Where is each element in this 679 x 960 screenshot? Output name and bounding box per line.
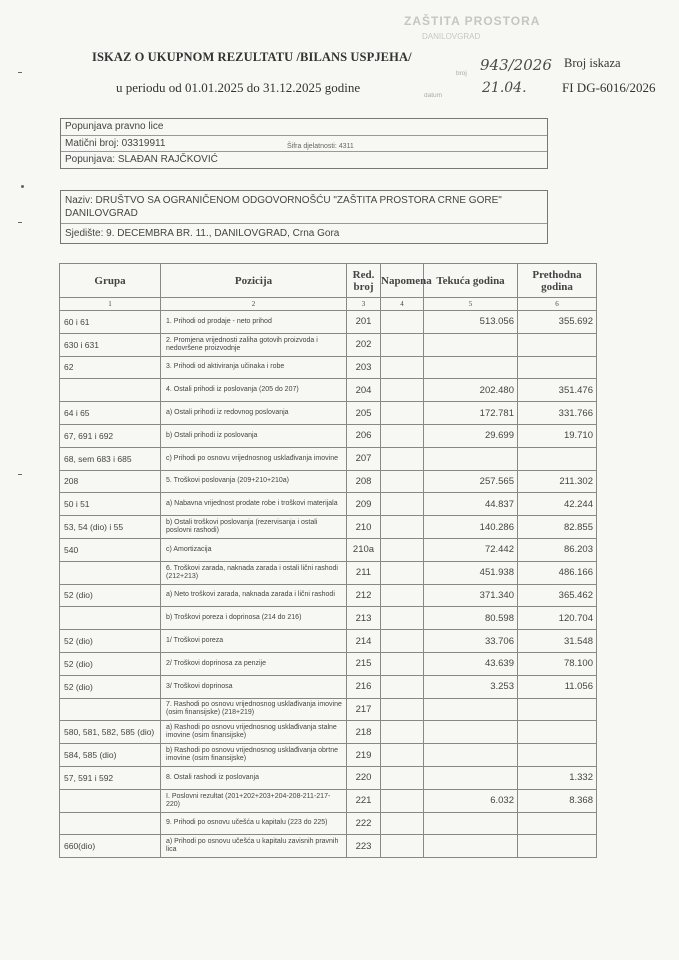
grupa-cell bbox=[60, 812, 161, 835]
table-row bbox=[60, 470, 597, 493]
napomena-cell bbox=[381, 630, 424, 653]
prethodna-cell: 31.548 bbox=[518, 630, 597, 653]
prethodna-cell: 120.704 bbox=[518, 607, 597, 630]
grupa-cell: 60 i 61 bbox=[60, 311, 161, 334]
napomena-cell bbox=[381, 789, 424, 812]
tekuca-cell: 44.837 bbox=[424, 493, 518, 516]
grupa-cell: 540 bbox=[60, 538, 161, 561]
prethodna-cell: 82.855 bbox=[518, 516, 597, 539]
pozicija-cell: I. Poslovni rezultat (201+202+203+204-208-211-217-220) bbox=[161, 789, 347, 812]
red-broj-cell: 215 bbox=[347, 652, 381, 675]
pozicija-cell: a) Neto troškovi zarada, naknada zarada i lični rashodi bbox=[161, 584, 347, 607]
maticni-row bbox=[61, 136, 547, 152]
prethodna-cell: 86.203 bbox=[518, 538, 597, 561]
document-title: ISKAZ O UKUPNOM REZULTATU /BILANS USPJEHA/ bbox=[92, 50, 412, 64]
header-tekuca: Tekuća godina bbox=[424, 264, 518, 298]
grupa-cell: 64 i 65 bbox=[60, 402, 161, 425]
prethodna-cell: 42.244 bbox=[518, 493, 597, 516]
stamp-line-1: ZAŠTITA PROSTORA bbox=[404, 14, 541, 28]
pozicija-cell: b) Troškovi poreza i doprinosa (214 do 216) bbox=[161, 607, 347, 630]
pozicija-cell: b) Ostali troškovi poslovanja (rezervisanja i ostali poslovni rashodi) bbox=[161, 516, 347, 539]
napomena-cell bbox=[381, 538, 424, 561]
red-broj-cell: 210 bbox=[347, 516, 381, 539]
pozicija-cell: b) Rashodi po osnovu vrijednosnog usklađivanja obrtne imovine (osim finansijske) bbox=[161, 744, 347, 767]
table-row bbox=[60, 538, 597, 561]
red-broj-cell: 203 bbox=[347, 356, 381, 379]
napomena-cell bbox=[381, 812, 424, 835]
grupa-cell: 68, sem 683 i 685 bbox=[60, 447, 161, 470]
prethodna-cell bbox=[518, 835, 597, 858]
table-row bbox=[60, 333, 597, 356]
table-row bbox=[60, 561, 597, 584]
tekuca-cell bbox=[424, 835, 518, 858]
tekuca-cell bbox=[424, 698, 518, 721]
napomena-cell bbox=[381, 470, 424, 493]
handwritten-datum: 21.04. bbox=[482, 80, 527, 96]
pozicija-cell: 8. Ostali rashodi iz poslovanja bbox=[161, 766, 347, 789]
prethodna-cell: 11.056 bbox=[518, 675, 597, 698]
red-broj-cell: 206 bbox=[347, 424, 381, 447]
pozicija-cell: a) Rashodi po osnovu vrijednosnog usklađivanja stalne imovine (osim finansijske) bbox=[161, 721, 347, 744]
red-broj-cell: 209 bbox=[347, 493, 381, 516]
header-prethodna: Prethodna godina bbox=[518, 264, 597, 298]
napomena-cell bbox=[381, 652, 424, 675]
tekuca-cell: 29.699 bbox=[424, 424, 518, 447]
prethodna-cell: 78.100 bbox=[518, 652, 597, 675]
pozicija-cell: 5. Troškovi poslovanja (209+210+210a) bbox=[161, 470, 347, 493]
margin-mark bbox=[18, 474, 22, 475]
pozicija-cell: 9. Prihodi po osnovu učešća u kapitalu (223 do 225) bbox=[161, 812, 347, 835]
margin-mark bbox=[18, 72, 22, 73]
tekuca-cell bbox=[424, 721, 518, 744]
red-broj-cell: 207 bbox=[347, 447, 381, 470]
napomena-cell bbox=[381, 744, 424, 767]
company-box bbox=[60, 190, 548, 244]
tekuca-cell: 33.706 bbox=[424, 630, 518, 653]
popunjava-osoba-row: Popunjava: SLAĐAN RAJČKOVIĆ bbox=[65, 154, 218, 165]
tekuca-cell: 6.032 bbox=[424, 789, 518, 812]
tekuca-cell bbox=[424, 447, 518, 470]
red-broj-cell: 211 bbox=[347, 561, 381, 584]
red-broj-cell: 202 bbox=[347, 333, 381, 356]
red-broj-cell: 210a bbox=[347, 538, 381, 561]
table-body bbox=[60, 311, 597, 858]
column-number-row bbox=[60, 298, 597, 311]
table-row bbox=[60, 721, 597, 744]
table-row bbox=[60, 584, 597, 607]
grupa-cell: 52 (dio) bbox=[60, 675, 161, 698]
napomena-cell bbox=[381, 835, 424, 858]
margin-mark bbox=[18, 222, 22, 223]
tekuca-cell: 140.286 bbox=[424, 516, 518, 539]
table-row bbox=[60, 789, 597, 812]
pozicija-cell: 1. Prihodi od prodaje - neto prihod bbox=[161, 311, 347, 334]
tekuca-cell: 202.480 bbox=[424, 379, 518, 402]
fi-code: FI DG-6016/2026 bbox=[562, 80, 656, 95]
pozicija-cell: b) Ostali prihodi iz poslovanja bbox=[161, 424, 347, 447]
company-sjediste: Sjedište: 9. DECEMBRA BR. 11., DANILOVGRAD, Crna Gora bbox=[65, 228, 340, 239]
tekuca-cell bbox=[424, 744, 518, 767]
table-row bbox=[60, 356, 597, 379]
pozicija-cell: c) Prihodi po osnovu vrijednosnog usklađivanja imovine bbox=[161, 447, 347, 470]
grupa-cell: 62 bbox=[60, 356, 161, 379]
tekuca-cell: 172.781 bbox=[424, 402, 518, 425]
header-red-broj: Red. broj bbox=[347, 264, 381, 298]
header-pozicija: Pozicija bbox=[161, 264, 347, 298]
table-row bbox=[60, 424, 597, 447]
prethodna-cell: 211.302 bbox=[518, 470, 597, 493]
prethodna-cell bbox=[518, 721, 597, 744]
pozicija-cell: 3/ Troškovi doprinosa bbox=[161, 675, 347, 698]
prethodna-cell bbox=[518, 356, 597, 379]
napomena-cell bbox=[381, 356, 424, 379]
napomena-cell bbox=[381, 424, 424, 447]
table-row bbox=[60, 835, 597, 858]
company-naziv: Naziv: DRUŠTVO SA OGRANIČENOM ODGOVORNOŠĆU "ZAŠTITA PROSTORA CRNE GORE" DANILOVGRAD bbox=[61, 191, 547, 224]
napomena-cell bbox=[381, 402, 424, 425]
table-row bbox=[60, 630, 597, 653]
red-broj-cell: 218 bbox=[347, 721, 381, 744]
pozicija-cell: 7. Rashodi po osnovu vrijednosnog usklađivanja imovine (osim finansijske) (218+219) bbox=[161, 698, 347, 721]
document-period: u periodu od 01.01.2025 do 31.12.2025 godine bbox=[116, 80, 361, 95]
grupa-cell: 50 i 51 bbox=[60, 493, 161, 516]
prethodna-cell: 19.710 bbox=[518, 424, 597, 447]
red-broj-cell: 222 bbox=[347, 812, 381, 835]
tekuca-cell: 43.639 bbox=[424, 652, 518, 675]
red-broj-cell: 223 bbox=[347, 835, 381, 858]
sifra-djelatnosti: Šifra djelatnosti: 4311 bbox=[287, 143, 354, 150]
tekuca-cell: 3.253 bbox=[424, 675, 518, 698]
red-broj-cell: 208 bbox=[347, 470, 381, 493]
grupa-cell bbox=[60, 698, 161, 721]
tekuca-cell: 257.565 bbox=[424, 470, 518, 493]
prethodna-cell: 355.692 bbox=[518, 311, 597, 334]
table-row bbox=[60, 447, 597, 470]
table-row bbox=[60, 402, 597, 425]
prethodna-cell: 8.368 bbox=[518, 789, 597, 812]
pozicija-cell: 1/ Troškovi poreza bbox=[161, 630, 347, 653]
grupa-cell: 580, 581, 582, 585 (dio) bbox=[60, 721, 161, 744]
tekuca-cell: 72.442 bbox=[424, 538, 518, 561]
red-broj-cell: 204 bbox=[347, 379, 381, 402]
stamp-line-2: DANILOVGRAD bbox=[422, 32, 481, 41]
tekuca-cell: 80.598 bbox=[424, 607, 518, 630]
napomena-cell bbox=[381, 447, 424, 470]
red-broj-cell: 205 bbox=[347, 402, 381, 425]
grupa-cell bbox=[60, 561, 161, 584]
col-number: 4 bbox=[381, 298, 424, 311]
prethodna-cell: 331.766 bbox=[518, 402, 597, 425]
pozicija-cell: 4. Ostali prihodi iz poslovanja (205 do 207) bbox=[161, 379, 347, 402]
col-number: 2 bbox=[161, 298, 347, 311]
grupa-cell: 660(dio) bbox=[60, 835, 161, 858]
grupa-cell bbox=[60, 379, 161, 402]
broj-small-label: broj bbox=[456, 70, 467, 77]
popunjava-row: Popunjava pravno lice bbox=[61, 119, 547, 136]
red-broj-cell: 214 bbox=[347, 630, 381, 653]
table-row bbox=[60, 744, 597, 767]
red-broj-cell: 217 bbox=[347, 698, 381, 721]
maticni-broj: Matični broj: 03319911 bbox=[65, 138, 166, 149]
grupa-cell bbox=[60, 607, 161, 630]
tekuca-cell: 371.340 bbox=[424, 584, 518, 607]
red-broj-cell: 219 bbox=[347, 744, 381, 767]
tekuca-cell bbox=[424, 766, 518, 789]
red-broj-cell: 201 bbox=[347, 311, 381, 334]
napomena-cell bbox=[381, 607, 424, 630]
napomena-cell bbox=[381, 561, 424, 584]
pozicija-cell: 2. Promjena vrijednosti zaliha gotovih proizvoda i nedovršene proizvodnje bbox=[161, 333, 347, 356]
red-broj-cell: 212 bbox=[347, 584, 381, 607]
prethodna-cell bbox=[518, 447, 597, 470]
faded-stamp bbox=[392, 14, 612, 58]
datum-small-label: datum bbox=[424, 92, 443, 99]
prethodna-cell bbox=[518, 333, 597, 356]
napomena-cell bbox=[381, 675, 424, 698]
table-row bbox=[60, 379, 597, 402]
tekuca-cell: 513.056 bbox=[424, 311, 518, 334]
prethodna-cell: 365.462 bbox=[518, 584, 597, 607]
napomena-cell bbox=[381, 311, 424, 334]
table-row bbox=[60, 812, 597, 835]
prethodna-cell bbox=[518, 698, 597, 721]
red-broj-cell: 220 bbox=[347, 766, 381, 789]
table-row bbox=[60, 766, 597, 789]
tekuca-cell bbox=[424, 333, 518, 356]
prethodna-cell: 486.166 bbox=[518, 561, 597, 584]
grupa-cell: 67, 691 i 692 bbox=[60, 424, 161, 447]
col-number: 6 bbox=[518, 298, 597, 311]
grupa-cell: 630 i 631 bbox=[60, 333, 161, 356]
prethodna-cell bbox=[518, 744, 597, 767]
table-row bbox=[60, 607, 597, 630]
napomena-cell bbox=[381, 721, 424, 744]
table-row bbox=[60, 652, 597, 675]
napomena-cell bbox=[381, 516, 424, 539]
pozicija-cell: 2/ Troškovi doprinosa za penzije bbox=[161, 652, 347, 675]
grupa-cell: 208 bbox=[60, 470, 161, 493]
margin-dot bbox=[21, 185, 24, 188]
red-broj-cell: 213 bbox=[347, 607, 381, 630]
red-broj-cell: 221 bbox=[347, 789, 381, 812]
broj-iskaza-label: Broj iskaza bbox=[564, 56, 621, 70]
tekuca-cell bbox=[424, 812, 518, 835]
napomena-cell bbox=[381, 493, 424, 516]
prethodna-cell: 351.476 bbox=[518, 379, 597, 402]
red-broj-cell: 216 bbox=[347, 675, 381, 698]
tekuca-cell bbox=[424, 356, 518, 379]
napomena-cell bbox=[381, 333, 424, 356]
prethodna-cell: 1.332 bbox=[518, 766, 597, 789]
napomena-cell bbox=[381, 379, 424, 402]
info-box bbox=[60, 118, 548, 169]
pozicija-cell: c) Amortizacija bbox=[161, 538, 347, 561]
grupa-cell: 52 (dio) bbox=[60, 584, 161, 607]
pozicija-cell: 6. Troškovi zarada, naknada zarada i ostali lični rashodi (212+213) bbox=[161, 561, 347, 584]
grupa-cell: 52 (dio) bbox=[60, 630, 161, 653]
table-row bbox=[60, 675, 597, 698]
table-row bbox=[60, 516, 597, 539]
tekuca-cell: 451.938 bbox=[424, 561, 518, 584]
col-number: 3 bbox=[347, 298, 381, 311]
grupa-cell: 584, 585 (dio) bbox=[60, 744, 161, 767]
prethodna-cell bbox=[518, 812, 597, 835]
income-statement-table bbox=[59, 263, 597, 858]
grupa-cell: 57, 591 i 592 bbox=[60, 766, 161, 789]
header-grupa: Grupa bbox=[60, 264, 161, 298]
col-number: 5 bbox=[424, 298, 518, 311]
handwritten-broj: 943/2026 bbox=[480, 56, 552, 74]
header-napomena: Napomena bbox=[381, 264, 424, 298]
table-row bbox=[60, 698, 597, 721]
pozicija-cell: a) Ostali prihodi iz redovnog poslovanja bbox=[161, 402, 347, 425]
napomena-cell bbox=[381, 766, 424, 789]
grupa-cell: 53, 54 (dio) i 55 bbox=[60, 516, 161, 539]
table-row bbox=[60, 311, 597, 334]
table-row bbox=[60, 493, 597, 516]
pozicija-cell: 3. Prihodi od aktiviranja učinaka i robe bbox=[161, 356, 347, 379]
pozicija-cell: a) Nabavna vrijednost prodate robe i troškovi materijala bbox=[161, 493, 347, 516]
pozicija-cell: a) Prihodi po osnovu učešća u kapitalu zavisnih pravnih lica bbox=[161, 835, 347, 858]
col-number: 1 bbox=[60, 298, 161, 311]
napomena-cell bbox=[381, 584, 424, 607]
napomena-cell bbox=[381, 698, 424, 721]
grupa-cell bbox=[60, 789, 161, 812]
grupa-cell: 52 (dio) bbox=[60, 652, 161, 675]
